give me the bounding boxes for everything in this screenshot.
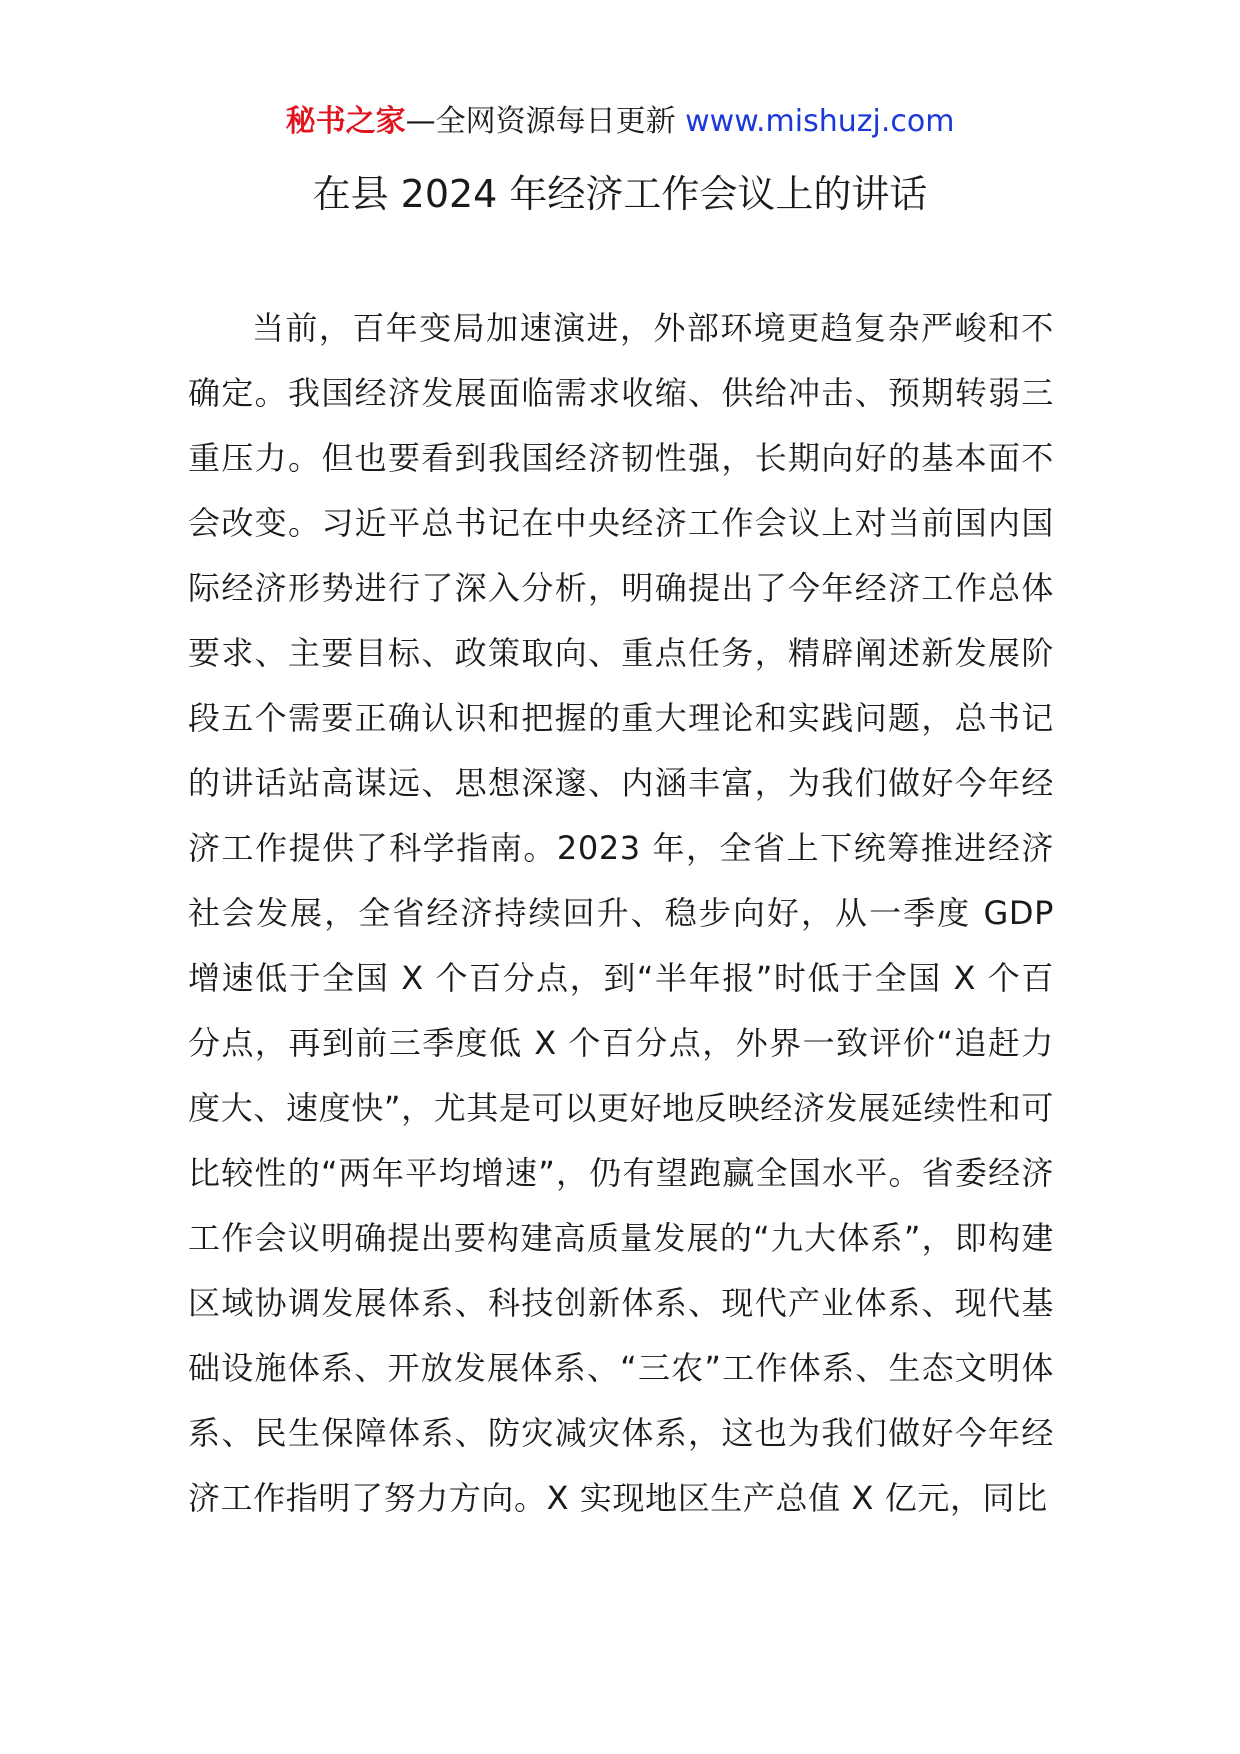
brand-name: 秘书之家 xyxy=(285,104,406,139)
body-paragraph: 当前，百年变局加速演进，外部环境更趋复杂严峻和不确定。我国经济发展面临需求收缩、供给冲击、预期转弱三重压力。但也要看到我国经济韧性强，长期向好的基本面不会改变。习近平总书记在中央经济工作会议上对当前国内国际经济形势进行了深入分析，明确提出了今年经济工作总体要求、主要目标、政策取向、重点任务，精辟阐述新发展阶段五个需要正确认识和把握的重大理论和实践问题，总书记的讲话站高谋远、思想深邃、内涵丰富，为我们做好今年经济工作提供了科学指南。2023 年，全省上下统筹推进经济社会发展，全省经济持续回升、稳步向好，从一季度 GDP 增速低于全国 X 个百分点，到“半年报”时低于全国 X 个百分点，再到前三季度低 X 个百分点，外界一致评价“追赶力度大、速度快”，尤其是可以更好地反映经济发展延续性和可比较性的“两年平均增速”，仍有望跑赢全国水平。省委经济工作会议明确提出要构建高质量发展的“九大体系”，即构建区域协调发展体系、科技创新体系、现代产业体系、现代基础设施体系、开放发展体系、“三农”工作体系、生态文明体系、民生保障体系、防灾减灾体系，这也为我们做好今年经济工作指明了努力方向。X 实现地区生产总值 X 亿元，同比 xyxy=(188,309,1054,1517)
document-title: 在县 2024 年经济工作会议上的讲话 xyxy=(312,172,928,216)
site-url-link[interactable]: www.mishuzj.com xyxy=(685,104,955,139)
site-header xyxy=(0,100,1240,144)
header-slogan: —全网资源每日更新 xyxy=(405,104,686,139)
